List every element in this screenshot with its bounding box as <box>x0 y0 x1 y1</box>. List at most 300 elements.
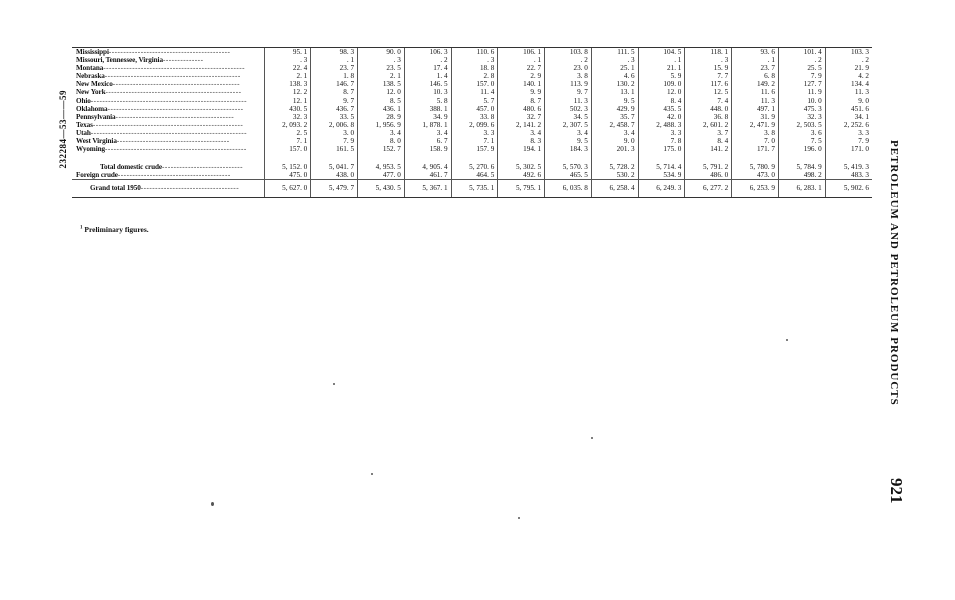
table-cell: 2, 141. 2 <box>498 121 545 129</box>
footnote-marker: 1 <box>80 225 83 231</box>
table-cell: 28. 9 <box>358 113 405 121</box>
table-cell: 118. 1 <box>685 48 732 57</box>
row-label <box>72 56 264 64</box>
table-cell: 448. 0 <box>685 105 732 113</box>
table-cell: 18. 8 <box>451 64 498 72</box>
table-cell: . 3 <box>358 56 405 64</box>
table-cell: . 1 <box>732 56 779 64</box>
spacer-cell <box>358 153 405 162</box>
row-label <box>72 72 264 80</box>
print-speck <box>518 517 520 519</box>
table-cell: 7. 0 <box>732 137 779 145</box>
table-cell: 8. 3 <box>498 137 545 145</box>
leader-dots: ------------------------------------------------------ <box>90 128 248 137</box>
row-label-text: West Virginia <box>76 137 117 146</box>
table-cell: 438. 0 <box>311 171 358 180</box>
table-cell: 534. 9 <box>638 171 685 180</box>
table-cell: 146. 5 <box>404 80 451 88</box>
table-cell: 3. 4 <box>591 129 638 137</box>
table-cell: 1. 4 <box>404 72 451 80</box>
table-cell: 23. 7 <box>732 64 779 72</box>
table-cell: 9. 0 <box>591 137 638 145</box>
table-cell: 32. 3 <box>264 113 311 121</box>
table-cell: 11. 3 <box>732 97 779 105</box>
table-row <box>72 72 872 80</box>
row-label <box>72 129 264 137</box>
table-cell: 34. 9 <box>404 113 451 121</box>
table-cell: 5, 714. 4 <box>638 162 685 171</box>
table-cell: 12. 5 <box>685 88 732 96</box>
spacer-cell <box>545 153 592 162</box>
spacer-cell <box>404 153 451 162</box>
table-cell: 6, 253. 9 <box>732 180 779 197</box>
leader-dots: ------------------------------------------ <box>108 48 231 56</box>
table-cell: 7. 1 <box>451 137 498 145</box>
table-cell: 127. 7 <box>778 80 825 88</box>
table-cell: 23. 0 <box>545 64 592 72</box>
table-cell: . 3 <box>685 56 732 64</box>
table-cell: 21. 1 <box>638 64 685 72</box>
table-cell: 7. 7 <box>685 72 732 80</box>
table-cell: 8. 4 <box>638 97 685 105</box>
table-cell: . 2 <box>404 56 451 64</box>
table-cell: 475. 3 <box>778 105 825 113</box>
table-cell: 2, 503. 5 <box>778 121 825 129</box>
table-cell: 6, 277. 2 <box>685 180 732 197</box>
row-label-text: New York <box>76 88 106 97</box>
row-label <box>72 97 264 105</box>
table-cell: 113. 9 <box>545 80 592 88</box>
table-cell: 5, 780. 9 <box>732 162 779 171</box>
table-cell: 34. 1 <box>825 113 872 121</box>
table-cell: . 3 <box>264 56 311 64</box>
footnote-text: Preliminary figures. <box>84 225 149 234</box>
table-cell: 6, 035. 8 <box>545 180 592 197</box>
table-cell: 5, 902. 6 <box>825 180 872 197</box>
row-label-text: Montana <box>76 64 104 73</box>
table-cell: 436. 1 <box>358 105 405 113</box>
leader-dots: ------------------------------------------------- <box>104 145 247 154</box>
table-cell: 25. 5 <box>778 64 825 72</box>
table-cell: 6, 249. 3 <box>638 180 685 197</box>
table-cell: 7. 4 <box>685 97 732 105</box>
table-cell: 8. 4 <box>685 137 732 145</box>
table-cell: 130. 2 <box>591 80 638 88</box>
table-cell: 5, 795. 1 <box>498 180 545 197</box>
row-label <box>72 121 264 129</box>
table-cell: 194. 1 <box>498 145 545 153</box>
print-speck <box>371 473 373 475</box>
table-cell: 157. 9 <box>451 145 498 153</box>
table-cell: 8. 0 <box>358 137 405 145</box>
row-label <box>72 80 264 88</box>
table-cell: 101. 4 <box>778 48 825 57</box>
table-cell: 93. 6 <box>732 48 779 57</box>
table-cell: 9. 5 <box>591 97 638 105</box>
table-cell: 435. 5 <box>638 105 685 113</box>
table-row <box>72 129 872 137</box>
table-cell: . 2 <box>545 56 592 64</box>
table-cell: 2. 1 <box>358 72 405 80</box>
table-cell: 6. 7 <box>404 137 451 145</box>
table-row <box>72 97 872 105</box>
spacer-cell <box>311 153 358 162</box>
table-cell: 9. 0 <box>825 97 872 105</box>
row-label <box>72 171 264 180</box>
print-speck <box>211 502 214 506</box>
table-cell: 15. 9 <box>685 64 732 72</box>
footnote <box>80 225 149 234</box>
spacer-cell <box>825 153 872 162</box>
table-cell: 22. 7 <box>498 64 545 72</box>
table-cell: 146. 7 <box>311 80 358 88</box>
table-cell: 5, 152. 0 <box>264 162 311 171</box>
table-cell: . 2 <box>778 56 825 64</box>
leader-dots: -------------------------------------------- <box>112 80 241 89</box>
table-cell: 2. 9 <box>498 72 545 80</box>
table-cell: 5, 479. 7 <box>311 180 358 197</box>
table-cell: . 3 <box>591 56 638 64</box>
table-cell: 23. 5 <box>358 64 405 72</box>
table-cell: 8. 7 <box>498 97 545 105</box>
spacer-cell <box>638 153 685 162</box>
table-cell: 5, 784. 9 <box>778 162 825 171</box>
table-cell: 5. 9 <box>638 72 685 80</box>
table-cell: 32. 3 <box>778 113 825 121</box>
table-cell: 7. 1 <box>264 137 311 145</box>
table-cell: . 3 <box>451 56 498 64</box>
row-label-text: Texas <box>76 120 93 129</box>
table-cell: 11. 4 <box>451 88 498 96</box>
table-cell: 157. 0 <box>264 145 311 153</box>
spacer-cell <box>451 153 498 162</box>
table-row <box>72 48 872 57</box>
table-cell: 9. 5 <box>545 137 592 145</box>
table-cell: 2, 471. 9 <box>732 121 779 129</box>
table-cell: 2, 006. 8 <box>311 121 358 129</box>
print-code: 232284—53——59 <box>58 90 68 169</box>
table-cell: 109. 0 <box>638 80 685 88</box>
table-cell: 451. 6 <box>825 105 872 113</box>
table-cell: 3. 4 <box>358 129 405 137</box>
leader-dots: ----------------------------------------- <box>115 112 235 121</box>
table-cell: 2. 1 <box>264 72 311 80</box>
table-cell: 35. 7 <box>591 113 638 121</box>
table-cell: 34. 5 <box>545 113 592 121</box>
table-cell: 11. 9 <box>778 88 825 96</box>
table-cell: 429. 9 <box>591 105 638 113</box>
table-cell: 483. 3 <box>825 171 872 180</box>
table-cell: 457. 0 <box>451 105 498 113</box>
table-cell: 12. 1 <box>264 97 311 105</box>
leader-dots: ----------------------------------------------- <box>107 104 244 113</box>
leader-dots: ------------------------------------------------------ <box>90 96 248 105</box>
row-label-text: New Mexico <box>76 80 113 89</box>
table-cell: 5, 735. 1 <box>451 180 498 197</box>
table-cell: 9. 7 <box>545 88 592 96</box>
table-cell: 3. 3 <box>451 129 498 137</box>
table-cell: 12. 0 <box>358 88 405 96</box>
table-cell: 104. 5 <box>638 48 685 57</box>
row-label <box>72 180 264 197</box>
table-cell: 5. 8 <box>404 97 451 105</box>
table-cell: 11. 6 <box>732 88 779 96</box>
table-cell: 103. 3 <box>825 48 872 57</box>
table-cell: 3. 3 <box>825 129 872 137</box>
spacer-row <box>72 153 872 162</box>
table-cell: 171. 0 <box>825 145 872 153</box>
table-cell: 388. 1 <box>404 105 451 113</box>
row-label <box>72 88 264 96</box>
table-cell: 4, 905. 4 <box>404 162 451 171</box>
leader-dots: ------------------------------------------------- <box>103 64 246 73</box>
table-row <box>72 121 872 129</box>
table-cell: 6, 258. 4 <box>591 180 638 197</box>
print-speck <box>591 437 593 439</box>
leader-dots: ----------------------------------------------- <box>104 72 241 81</box>
total-domestic-row <box>72 162 872 171</box>
table-cell: 2. 5 <box>264 129 311 137</box>
page-number: 921 <box>887 478 906 504</box>
row-label <box>72 137 264 145</box>
row-label-text: Foreign crude <box>76 171 118 180</box>
table-cell: 11. 3 <box>825 88 872 96</box>
table-cell: 7. 8 <box>638 137 685 145</box>
table-cell: 22. 4 <box>264 64 311 72</box>
table-cell: 1, 878. 1 <box>404 121 451 129</box>
table-row <box>72 137 872 145</box>
leader-dots: -------------- <box>162 56 204 65</box>
table-cell: 2, 099. 6 <box>451 121 498 129</box>
row-label-text: Oklahoma <box>76 104 108 113</box>
table-row <box>72 113 872 121</box>
spacer-cell <box>72 153 264 162</box>
table-cell: . 1 <box>638 56 685 64</box>
table-cell: 161. 5 <box>311 145 358 153</box>
leader-dots: ---------------------------------------------------- <box>92 120 244 129</box>
table-cell: 106. 1 <box>498 48 545 57</box>
table-cell: 6, 283. 1 <box>778 180 825 197</box>
table-cell: 33. 8 <box>451 113 498 121</box>
foreign-crude-row <box>72 171 872 180</box>
table-cell: 436. 7 <box>311 105 358 113</box>
table-cell: 184. 3 <box>545 145 592 153</box>
table-row <box>72 105 872 113</box>
table-cell: 2, 601. 2 <box>685 121 732 129</box>
table-cell: 461. 7 <box>404 171 451 180</box>
table-cell: 90. 0 <box>358 48 405 57</box>
table-cell: 4. 6 <box>591 72 638 80</box>
table-cell: 475. 0 <box>264 171 311 180</box>
table-row <box>72 88 872 96</box>
table-cell: 32. 7 <box>498 113 545 121</box>
table-cell: 4. 2 <box>825 72 872 80</box>
table-cell: 473. 0 <box>732 171 779 180</box>
leader-dots: ----------------------------------------------- <box>105 88 242 97</box>
table-cell: 138. 3 <box>264 80 311 88</box>
row-label <box>72 105 264 113</box>
print-speck <box>786 339 788 341</box>
table-cell: 152. 7 <box>358 145 405 153</box>
table-cell: 477. 0 <box>358 171 405 180</box>
table-cell: 134. 4 <box>825 80 872 88</box>
table-cell: 157. 0 <box>451 80 498 88</box>
table-cell: 10. 0 <box>778 97 825 105</box>
row-label-text: Wyoming <box>76 145 105 154</box>
table-cell: 3. 3 <box>638 129 685 137</box>
table-cell: 17. 4 <box>404 64 451 72</box>
table-cell: 5, 270. 6 <box>451 162 498 171</box>
table-cell: 5, 570. 3 <box>545 162 592 171</box>
table-cell: 530. 2 <box>591 171 638 180</box>
table-cell: 3. 4 <box>404 129 451 137</box>
grand-total-row <box>72 180 872 197</box>
table-cell: 117. 6 <box>685 80 732 88</box>
table-cell: 141. 2 <box>685 145 732 153</box>
table-cell: 5, 302. 5 <box>498 162 545 171</box>
table-cell: 5, 419. 3 <box>825 162 872 171</box>
table-cell: 8. 5 <box>358 97 405 105</box>
table-cell: 175. 0 <box>638 145 685 153</box>
row-label-text: Missouri, Tennessee, Virginia <box>76 56 163 65</box>
table-cell: 498. 2 <box>778 171 825 180</box>
table-cell: 1. 8 <box>311 72 358 80</box>
crude-oil-table <box>72 47 872 198</box>
row-label-text: Pennsylvania <box>76 112 116 121</box>
table-cell: 5, 367. 1 <box>404 180 451 197</box>
leader-dots: ---------------------------------- <box>140 184 240 193</box>
table-cell: 492. 6 <box>498 171 545 180</box>
table-cell: 21. 9 <box>825 64 872 72</box>
row-label-text: Utah <box>76 128 91 137</box>
spacer-cell <box>778 153 825 162</box>
table-cell: 3. 8 <box>545 72 592 80</box>
table-cell: 7. 9 <box>778 72 825 80</box>
table-cell: 9. 9 <box>498 88 545 96</box>
running-title: PETROLEUM AND PETROLEUM PRODUCTS <box>888 140 900 406</box>
table-cell: 7. 9 <box>311 137 358 145</box>
table-cell: 2, 093. 2 <box>264 121 311 129</box>
table-cell: 140. 1 <box>498 80 545 88</box>
table-cell: 111. 5 <box>591 48 638 57</box>
table-cell: 31. 9 <box>732 113 779 121</box>
table-cell: 106. 3 <box>404 48 451 57</box>
table-cell: 98. 3 <box>311 48 358 57</box>
table-cell: 36. 8 <box>685 113 732 121</box>
table-cell: 2, 458. 7 <box>591 121 638 129</box>
table-cell: 23. 7 <box>311 64 358 72</box>
row-label <box>72 145 264 153</box>
table-cell: 42. 0 <box>638 113 685 121</box>
table-cell: . 1 <box>311 56 358 64</box>
table-cell: 5, 728. 2 <box>591 162 638 171</box>
table-cell: 5, 041. 7 <box>311 162 358 171</box>
row-label-text: Ohio <box>76 96 91 105</box>
table-cell: 9. 7 <box>311 97 358 105</box>
table-cell: 497. 1 <box>732 105 779 113</box>
table-cell: 138. 5 <box>358 80 405 88</box>
table-cell: 5. 7 <box>451 97 498 105</box>
leader-dots: --------------------------------------- <box>117 171 231 180</box>
row-label-text: Total domestic crude <box>100 163 163 172</box>
table-cell: 4, 953. 5 <box>358 162 405 171</box>
table-cell: 2, 307. 5 <box>545 121 592 129</box>
table-cell: 25. 1 <box>591 64 638 72</box>
table-cell: 12. 0 <box>638 88 685 96</box>
table-cell: 196. 0 <box>778 145 825 153</box>
table-cell: 5, 430. 5 <box>358 180 405 197</box>
row-label-text: Mississippi <box>76 48 109 56</box>
table-cell: 465. 5 <box>545 171 592 180</box>
spacer-cell <box>264 153 311 162</box>
table-row <box>72 80 872 88</box>
table-cell: 103. 8 <box>545 48 592 57</box>
table-cell: 2, 488. 3 <box>638 121 685 129</box>
table-row <box>72 64 872 72</box>
table-cell: 11. 3 <box>545 97 592 105</box>
table-cell: 158. 9 <box>404 145 451 153</box>
print-speck <box>333 383 335 385</box>
table-cell: 464. 5 <box>451 171 498 180</box>
table-row <box>72 56 872 64</box>
table-cell: 430. 5 <box>264 105 311 113</box>
spacer-cell <box>732 153 779 162</box>
table-cell: 3. 0 <box>311 129 358 137</box>
table-cell: 6. 8 <box>732 72 779 80</box>
table-cell: 149. 2 <box>732 80 779 88</box>
row-label <box>72 64 264 72</box>
table-cell: 7. 9 <box>825 137 872 145</box>
table-row <box>72 145 872 153</box>
spacer-cell <box>685 153 732 162</box>
leader-dots: --------------------------------------- <box>116 137 230 146</box>
table-cell: 10. 3 <box>404 88 451 96</box>
table-cell: 2. 8 <box>451 72 498 80</box>
table-cell: 7. 5 <box>778 137 825 145</box>
table-body <box>72 48 872 198</box>
spacer-cell <box>591 153 638 162</box>
table-cell: 95. 1 <box>264 48 311 57</box>
row-label-text: Nebraska <box>76 72 105 81</box>
table-cell: 2, 252. 6 <box>825 121 872 129</box>
table-cell: 1, 956. 9 <box>358 121 405 129</box>
table-cell: 8. 7 <box>311 88 358 96</box>
data-table-container <box>72 47 872 198</box>
table-cell: 5, 791. 2 <box>685 162 732 171</box>
table-cell: . 1 <box>498 56 545 64</box>
table-cell: 3. 4 <box>545 129 592 137</box>
table-cell: . 2 <box>825 56 872 64</box>
table-cell: 3. 6 <box>778 129 825 137</box>
table-cell: 171. 7 <box>732 145 779 153</box>
table-cell: 5, 627. 0 <box>264 180 311 197</box>
table-cell: 13. 1 <box>591 88 638 96</box>
table-cell: 486. 0 <box>685 171 732 180</box>
table-cell: 33. 5 <box>311 113 358 121</box>
row-label <box>72 113 264 121</box>
table-cell: 502. 3 <box>545 105 592 113</box>
table-cell: 3. 4 <box>498 129 545 137</box>
row-label <box>72 48 264 57</box>
table-cell: 110. 6 <box>451 48 498 57</box>
table-cell: 3. 7 <box>685 129 732 137</box>
leader-dots: ---------------------------- <box>162 163 244 172</box>
row-label <box>72 162 264 171</box>
table-cell: 201. 3 <box>591 145 638 153</box>
table-cell: 12. 2 <box>264 88 311 96</box>
table-cell: 480. 6 <box>498 105 545 113</box>
row-label-text: Grand total 1950 <box>90 184 141 193</box>
